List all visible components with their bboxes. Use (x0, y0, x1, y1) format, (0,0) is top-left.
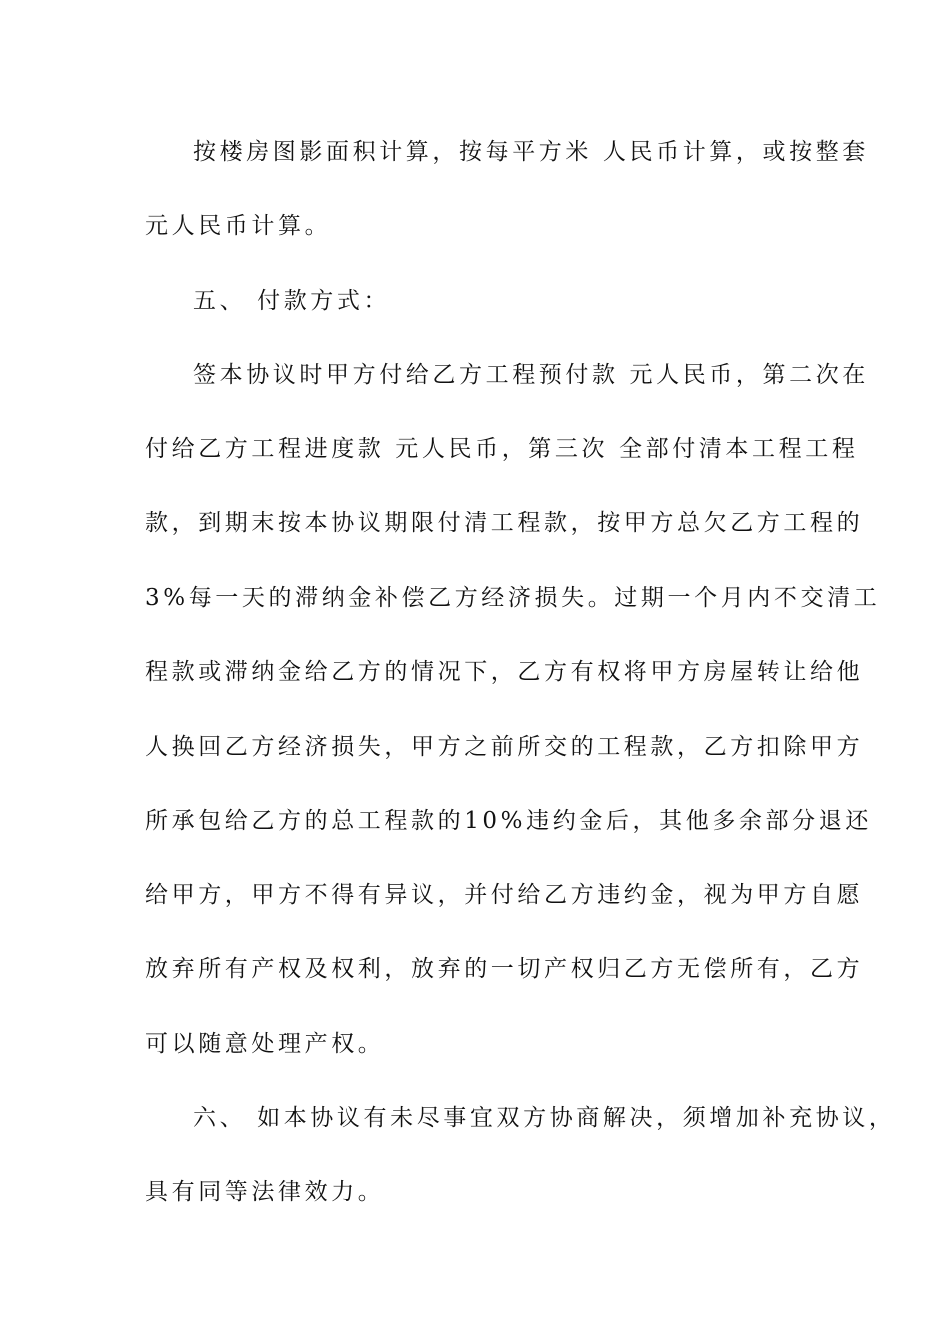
paragraph-line: 给甲方，甲方不得有异议，并付给乙方违约金，视为甲方自愿 (145, 882, 864, 908)
section-heading-payment: 五、 付款方式： (193, 288, 391, 314)
paragraph-line: 付给乙方工程进度款 元人民币，第三次 全部付清本工程工程 (145, 436, 859, 462)
paragraph-line: 程款或滞纳金给乙方的情况下，乙方有权将甲方房屋转让给他 (145, 659, 864, 685)
paragraph-line: 签本协议时甲方付给乙方工程预付款 元人民币，第二次在 (193, 362, 869, 388)
paragraph-line: 可以随意处理产权。 (145, 1031, 385, 1057)
paragraph-line: 按楼房图影面积计算，按每平方米 人民币计算，或按整套 (193, 139, 869, 165)
section-heading-supplement: 六、 如本协议有未尽事宜双方协商解决，须增加补充协议， (193, 1105, 896, 1131)
paragraph-line: 元人民币计算。 (145, 213, 332, 239)
paragraph-line: 放弃所有产权及权利，放弃的一切产权归乙方无偿所有，乙方 (145, 956, 864, 982)
paragraph-line: 人换回乙方经济损失，甲方之前所交的工程款，乙方扣除甲方 (145, 734, 864, 760)
paragraph-line: 款，到期末按本协议期限付清工程款，按甲方总欠乙方工程的 (145, 510, 864, 536)
paragraph-line: 所承包给乙方的总工程款的10%违约金后，其他多余部分退还 (145, 808, 872, 834)
paragraph-line: 具有同等法律效力。 (145, 1179, 385, 1205)
paragraph-line: 3%每一天的滞纳金补偿乙方经济损失。过期一个月内不交清工 (145, 585, 881, 611)
